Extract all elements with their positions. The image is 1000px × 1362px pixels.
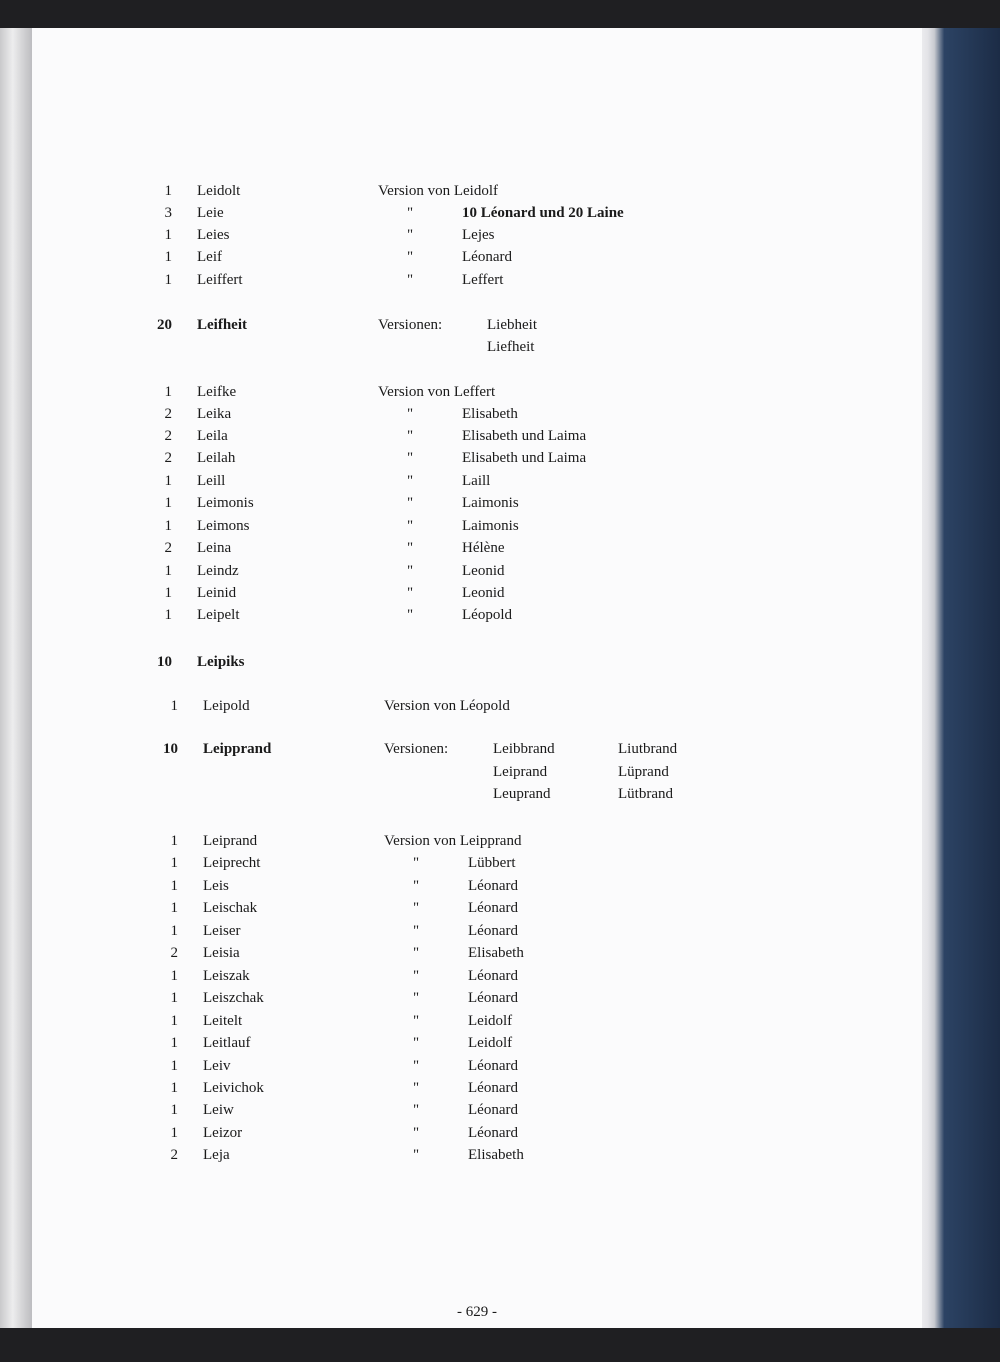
entry-count: 1	[170, 1102, 178, 1118]
entry-variant: Léonard	[468, 968, 518, 984]
entry-variant-2: Lüprand	[618, 764, 669, 780]
entry-name: Leja	[203, 1147, 230, 1163]
list-item	[32, 406, 922, 428]
list-item	[32, 990, 922, 1012]
list-item	[32, 1013, 922, 1035]
list-item	[32, 923, 922, 945]
entry-relation: "	[413, 1058, 420, 1074]
entry-variant: Léonard	[468, 878, 518, 894]
list-item	[32, 563, 922, 585]
entry-variant: Leibbrand	[493, 741, 555, 757]
entry-count: 1	[164, 495, 172, 511]
list-item	[32, 764, 922, 786]
entry-variant: Leiprand	[493, 764, 548, 780]
entry-relation: Version von Leffert	[378, 384, 496, 400]
entry-count: 2	[170, 1147, 178, 1163]
list-item	[32, 183, 922, 205]
book-page	[32, 28, 922, 1328]
entry-count: 1	[170, 1080, 178, 1096]
entry-name: Leidolt	[197, 183, 241, 199]
entry-count: 2	[170, 945, 178, 961]
entry-variant-2: Lütbrand	[618, 786, 673, 802]
entry-count: 1	[170, 878, 178, 894]
entry-name: Leill	[197, 473, 226, 489]
entry-name: Leifke	[197, 384, 237, 400]
list-item	[32, 339, 922, 361]
list-item	[32, 1035, 922, 1057]
entry-relation: "	[407, 540, 414, 556]
entry-count: 1	[170, 833, 178, 849]
list-item	[32, 317, 922, 339]
entry-name: Leischak	[203, 900, 258, 916]
entry-name: Leiw	[203, 1102, 234, 1118]
entry-relation: "	[407, 518, 414, 534]
entry-count: 2	[164, 428, 172, 444]
list-item	[32, 205, 922, 227]
entry-name: Leipelt	[197, 607, 240, 623]
entry-variant: Elisabeth	[468, 945, 524, 961]
entry-count: 1	[164, 272, 172, 288]
list-item	[32, 495, 922, 517]
entry-count: 1	[164, 473, 172, 489]
entry-relation: "	[413, 1080, 420, 1096]
list-item	[32, 518, 922, 540]
list-item	[32, 786, 922, 808]
entry-variant: Elisabeth	[462, 406, 518, 422]
entry-variant: Léonard	[468, 923, 518, 939]
entry-variant: Léonard	[468, 900, 518, 916]
entry-relation: "	[407, 473, 414, 489]
entry-relation: "	[407, 406, 414, 422]
entry-count: 20	[157, 317, 172, 333]
entry-relation: "	[407, 249, 414, 265]
entry-name: Leipold	[203, 698, 250, 714]
entry-name: Leisia	[203, 945, 240, 961]
entry-variant: Leonid	[462, 563, 505, 579]
entry-count: 1	[164, 518, 172, 534]
entry-relation: "	[413, 855, 420, 871]
entry-variant: Liebheit	[487, 317, 537, 333]
entry-name: Leifheit	[197, 317, 247, 333]
entry-name: Leif	[197, 249, 222, 265]
entry-variant: Léonard	[468, 1058, 518, 1074]
entry-relation: "	[413, 923, 420, 939]
entry-variant: Lübbert	[468, 855, 516, 871]
entry-variant: Leidolf	[468, 1035, 513, 1051]
list-item	[32, 855, 922, 877]
entry-relation: "	[413, 878, 420, 894]
entry-relation: Versionen:	[378, 317, 443, 333]
entry-count: 1	[164, 585, 172, 601]
entry-name: Leiprecht	[203, 855, 261, 871]
entry-relation: "	[413, 1125, 420, 1141]
list-item	[32, 654, 922, 676]
entry-count: 3	[164, 205, 172, 221]
entry-name: Leina	[197, 540, 232, 556]
entry-variant: Elisabeth und Laima	[462, 428, 587, 444]
entry-variant: Leonid	[462, 585, 505, 601]
entry-relation: "	[407, 428, 414, 444]
entry-name: Leiprand	[203, 833, 258, 849]
entry-variant: Leidolf	[468, 1013, 513, 1029]
entry-name: Leis	[203, 878, 229, 894]
entry-relation: "	[407, 450, 414, 466]
list-item	[32, 1080, 922, 1102]
entry-variant: Léonard	[468, 1080, 518, 1096]
entry-count: 1	[164, 249, 172, 265]
entry-count: 2	[164, 406, 172, 422]
entry-name: Leindz	[197, 563, 239, 579]
entry-variant: Laill	[462, 473, 491, 489]
entry-name: Leilah	[197, 450, 236, 466]
list-item	[32, 607, 922, 629]
entry-count: 1	[164, 227, 172, 243]
entry-name: Leinid	[197, 585, 237, 601]
entry-name: Leiszchak	[203, 990, 264, 1006]
entry-relation: "	[407, 495, 414, 511]
entry-name: Leiffert	[197, 272, 243, 288]
list-item	[32, 945, 922, 967]
list-item	[32, 1147, 922, 1169]
entry-count: 1	[164, 607, 172, 623]
entry-count: 1	[170, 1013, 178, 1029]
entry-relation: "	[413, 968, 420, 984]
entry-relation: "	[413, 1035, 420, 1051]
list-item	[32, 900, 922, 922]
entry-relation: "	[407, 227, 414, 243]
list-item	[32, 833, 922, 855]
list-item	[32, 227, 922, 249]
list-item	[32, 540, 922, 562]
entry-relation: "	[407, 563, 414, 579]
entry-variant: Léonard	[468, 990, 518, 1006]
entry-count: 1	[170, 855, 178, 871]
list-item	[32, 878, 922, 900]
entry-count: 10	[163, 741, 178, 757]
entry-variant: Léopold	[462, 607, 512, 623]
entry-relation: Versionen:	[384, 741, 449, 757]
entry-count: 1	[170, 900, 178, 916]
entry-count: 1	[164, 384, 172, 400]
list-item	[32, 1058, 922, 1080]
entry-relation: Version von Leipprand	[384, 833, 522, 849]
entry-variant: Elisabeth	[468, 1147, 524, 1163]
entry-name: Leipprand	[203, 741, 272, 757]
list-item	[32, 249, 922, 271]
book-spine-left	[0, 28, 32, 1328]
entry-count: 1	[164, 183, 172, 199]
entry-name: Leimonis	[197, 495, 254, 511]
entry-name: Leitlauf	[203, 1035, 251, 1051]
entry-count: 1	[170, 698, 178, 714]
entry-count: 1	[170, 968, 178, 984]
list-item	[32, 272, 922, 294]
entry-relation: "	[413, 1147, 420, 1163]
entry-count: 1	[170, 990, 178, 1006]
entry-variant: 10 Léonard und 20 Laine	[462, 205, 624, 221]
entry-variant: Léonard	[462, 249, 512, 265]
entry-variant: Léonard	[468, 1102, 518, 1118]
entry-name: Leipiks	[197, 654, 245, 670]
entry-relation: "	[413, 1013, 420, 1029]
entry-variant: Leuprand	[493, 786, 551, 802]
entry-relation: "	[413, 1102, 420, 1118]
list-item	[32, 473, 922, 495]
entry-relation: "	[413, 990, 420, 1006]
entry-name: Leimons	[197, 518, 250, 534]
entry-relation: "	[407, 205, 414, 221]
entry-variant: Liefheit	[487, 339, 535, 355]
entry-relation: "	[413, 900, 420, 916]
entry-count: 1	[164, 563, 172, 579]
entry-name: Leies	[197, 227, 230, 243]
book-cover-edge	[918, 28, 1000, 1328]
name-entries-table	[32, 28, 922, 1328]
entry-variant-2: Liutbrand	[618, 741, 678, 757]
entry-name: Leila	[197, 428, 228, 444]
list-item	[32, 1102, 922, 1124]
entry-name: Leie	[197, 205, 224, 221]
list-item	[32, 968, 922, 990]
list-item	[32, 450, 922, 472]
entry-count: 10	[157, 654, 172, 670]
list-item	[32, 741, 922, 763]
entry-variant: Laimonis	[462, 495, 519, 511]
list-item	[32, 428, 922, 450]
entry-variant: Laimonis	[462, 518, 519, 534]
entry-name: Leitelt	[203, 1013, 243, 1029]
entry-relation: "	[407, 585, 414, 601]
entry-count: 2	[164, 540, 172, 556]
entry-variant: Léonard	[468, 1125, 518, 1141]
list-item	[32, 698, 922, 720]
entry-variant: Lejes	[462, 227, 495, 243]
entry-variant: Hélène	[462, 540, 505, 556]
entry-relation: Version von Leidolf	[378, 183, 498, 199]
entry-count: 1	[170, 1125, 178, 1141]
entry-count: 1	[170, 1058, 178, 1074]
entry-count: 1	[170, 923, 178, 939]
list-item	[32, 384, 922, 406]
entry-relation: "	[407, 607, 414, 623]
list-item	[32, 1125, 922, 1147]
entry-name: Leika	[197, 406, 232, 422]
entry-relation: "	[413, 945, 420, 961]
entry-name: Leivichok	[203, 1080, 264, 1096]
entry-count: 1	[170, 1035, 178, 1051]
entry-name: Leizor	[203, 1125, 243, 1141]
entry-count: 2	[164, 450, 172, 466]
list-item	[32, 585, 922, 607]
page-number: - 629 -	[457, 1304, 497, 1320]
entry-relation: Version von Léopold	[384, 698, 510, 714]
entry-variant: Elisabeth und Laima	[462, 450, 587, 466]
entry-name: Leiv	[203, 1058, 231, 1074]
entry-relation: "	[407, 272, 414, 288]
entry-name: Leiser	[203, 923, 241, 939]
entry-variant: Leffert	[462, 272, 504, 288]
entry-name: Leiszak	[203, 968, 250, 984]
